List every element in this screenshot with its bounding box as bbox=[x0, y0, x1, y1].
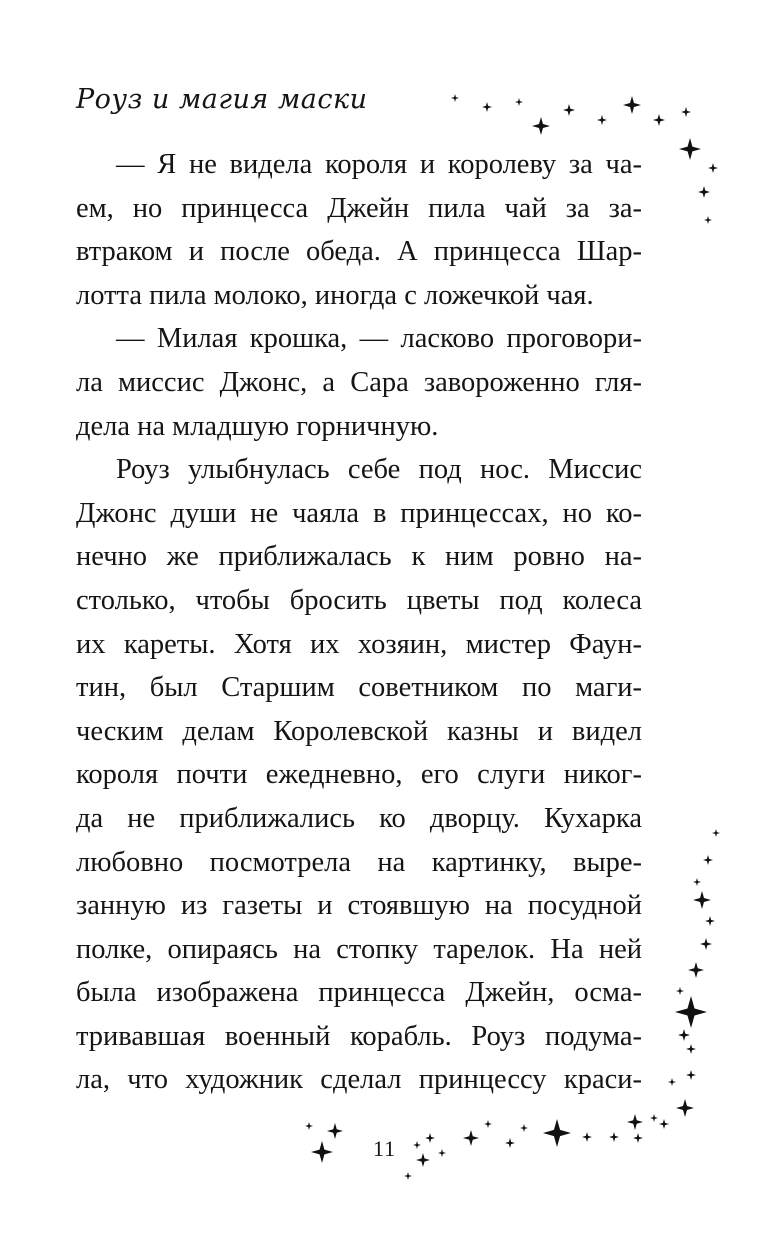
sparkle-star-icon bbox=[712, 829, 720, 837]
text-line: Джонс души не чаяла в принцессах, но ко- bbox=[76, 497, 642, 529]
sparkle-star-icon bbox=[582, 1132, 592, 1142]
text-line: нечно же приближалась к ним ровно на- bbox=[76, 541, 642, 573]
sparkle-star-icon bbox=[305, 1122, 313, 1130]
sparkle-star-icon bbox=[416, 1153, 430, 1167]
sparkle-star-icon bbox=[484, 1120, 492, 1128]
sparkle-star-icon bbox=[676, 1099, 694, 1117]
sparkle-star-icon bbox=[482, 102, 492, 112]
text-line: занную из газеты и стоявшую на посудной bbox=[76, 890, 642, 922]
sparkle-star-icon bbox=[675, 996, 707, 1028]
sparkle-star-icon bbox=[676, 987, 684, 995]
sparkle-star-icon bbox=[425, 1133, 435, 1143]
sparkle-star-icon bbox=[515, 98, 523, 106]
sparkle-star-icon bbox=[653, 114, 665, 126]
sparkle-star-icon bbox=[438, 1149, 446, 1157]
sparkle-star-icon bbox=[704, 216, 712, 224]
sparkle-star-icon bbox=[597, 115, 607, 125]
sparkle-star-icon bbox=[705, 916, 715, 926]
sparkle-star-icon bbox=[327, 1123, 343, 1139]
sparkle-star-icon bbox=[563, 104, 575, 116]
sparkle-star-icon bbox=[404, 1172, 412, 1180]
sparkle-star-icon bbox=[650, 1114, 658, 1122]
text-line: — Милая крошка, — ласково проговори- bbox=[116, 323, 642, 355]
text-line: полке, опираясь на стопку тарелок. На ней bbox=[76, 933, 642, 965]
sparkle-star-icon bbox=[698, 186, 710, 198]
sparkle-star-icon bbox=[686, 1044, 696, 1054]
text-line: короля почти ежедневно, его слуги никог- bbox=[76, 759, 642, 791]
running-header: Роуз и магия маски bbox=[76, 84, 368, 115]
sparkle-star-icon bbox=[703, 855, 713, 865]
text-line: столько, чтобы бросить цветы под колеса bbox=[76, 584, 642, 616]
text-line: Роуз улыбнулась себе под нос. Миссис bbox=[116, 454, 642, 486]
text-line: ем, но принцесса Джейн пила чай за за- bbox=[76, 192, 642, 224]
sparkle-star-icon bbox=[679, 138, 701, 160]
sparkle-star-icon bbox=[609, 1132, 619, 1142]
sparkle-star-icon bbox=[505, 1138, 515, 1148]
sparkle-star-icon bbox=[700, 938, 712, 950]
text-line: дела на младшую горничную. bbox=[76, 410, 439, 442]
sparkle-star-icon bbox=[668, 1078, 676, 1086]
sparkle-star-icon bbox=[688, 962, 704, 978]
sparkle-star-icon bbox=[693, 891, 711, 909]
text-line: ла миссис Джонс, а Сара завороженно гля- bbox=[76, 366, 642, 398]
text-line: ческим делам Королевской казны и видел bbox=[76, 715, 642, 747]
sparkle-star-icon bbox=[623, 96, 641, 114]
sparkle-star-icon bbox=[627, 1114, 643, 1130]
body-text bbox=[76, 143, 642, 1102]
sparkle-star-icon bbox=[413, 1141, 421, 1149]
sparkle-star-icon bbox=[520, 1124, 528, 1132]
text-line: втраком и после обеда. А принцесса Шар- bbox=[76, 236, 642, 268]
sparkle-star-icon bbox=[681, 107, 691, 117]
page-number: 11 bbox=[373, 1136, 397, 1161]
text-line: ла, что художник сделал принцессу краси- bbox=[76, 1064, 642, 1096]
sparkle-star-icon bbox=[708, 163, 718, 173]
sparkle-star-icon bbox=[678, 1029, 690, 1041]
sparkle-star-icon bbox=[659, 1119, 669, 1129]
text-line: их кареты. Хотя их хозяин, мистер Фаун- bbox=[76, 628, 642, 660]
sparkle-star-icon bbox=[451, 94, 459, 102]
text-line: тривавшая военный корабль. Роуз подума- bbox=[76, 1020, 642, 1052]
text-line: любовно посмотрела на картинку, выре- bbox=[76, 846, 642, 878]
text-line: тин, был Старшим советником по маги- bbox=[76, 672, 642, 704]
sparkle-star-icon bbox=[532, 117, 550, 135]
sparkle-star-icon bbox=[463, 1130, 479, 1146]
text-line: да не приближались ко дворцу. Кухарка bbox=[76, 802, 642, 834]
text-line: лотта пила молоко, иногда с ложечкой чая. bbox=[76, 279, 594, 311]
sparkle-star-icon bbox=[543, 1119, 571, 1147]
text-line: — Я не видела короля и королеву за ча- bbox=[116, 149, 642, 180]
sparkle-star-icon bbox=[311, 1141, 333, 1163]
sparkle-star-icon bbox=[686, 1070, 696, 1080]
sparkle-star-icon bbox=[693, 878, 701, 886]
sparkle-star-icon bbox=[633, 1133, 643, 1143]
text-line: была изображена принцесса Джейн, осма- bbox=[76, 977, 642, 1009]
